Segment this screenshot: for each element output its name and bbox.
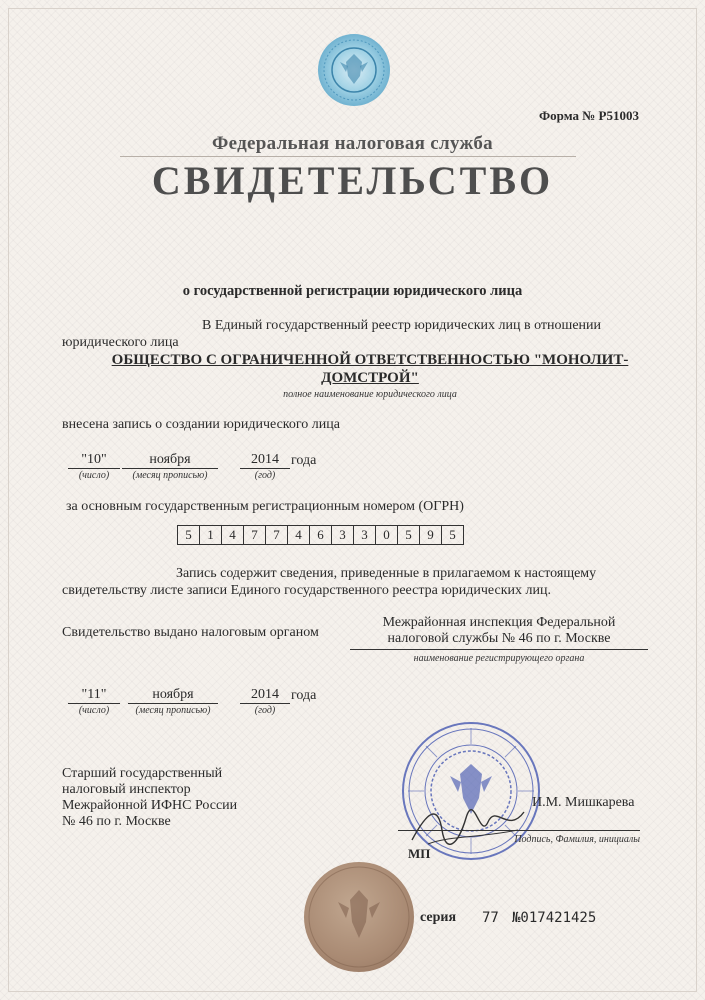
serial-series: 77 xyxy=(482,910,499,926)
ogrn-digit: 0 xyxy=(375,525,398,545)
issuer-name-line-2: налоговой службы № 46 по г. Москве xyxy=(387,631,611,646)
issuer-name xyxy=(350,615,648,650)
ogrn-label: за основным государственным регистрационным номером (ОГРН) xyxy=(66,499,464,514)
document-title: СВИДЕТЕЛЬСТВО xyxy=(151,158,554,203)
serial-label: серия xyxy=(420,910,457,925)
intro-line-2: юридического лица xyxy=(62,335,179,350)
company-name-line-2: ДОМСТРОЙ" xyxy=(321,370,419,386)
ogrn-digit: 6 xyxy=(309,525,332,545)
intro-line-1: В Единый государственный реестр юридических лиц в отношении xyxy=(202,318,602,333)
issue-year: 2014 xyxy=(240,687,290,704)
signatory-name: И.М. Мишкарева xyxy=(532,795,635,810)
entry-year: 2014 xyxy=(240,452,290,469)
entry-day: "10" xyxy=(68,452,120,469)
ogrn-digit: 9 xyxy=(419,525,442,545)
note-line-2: свидетельству листе записи Единого государственного реестра юридических лиц. xyxy=(62,583,551,598)
issuer-hint: наименование регистрирующего органа xyxy=(413,653,585,664)
issue-year-hint: (год) xyxy=(254,705,276,716)
agency-name: Федеральная налоговая служба xyxy=(212,133,493,154)
entry-text: внесена запись о создании юридического лица xyxy=(62,417,340,432)
signatory-title xyxy=(62,766,237,830)
ogrn-digit: 5 xyxy=(397,525,420,545)
note-line-1: Запись содержит сведения, приведенные в прилагаемом к настоящему xyxy=(176,566,597,581)
company-name-line-1: ОБЩЕСТВО С ОГРАНИЧЕННОЙ ОТВЕТСТВЕННОСТЬЮ "МОНОЛИТ- xyxy=(111,352,629,368)
ogrn-digit: 3 xyxy=(331,525,354,545)
entry-day-hint: (число) xyxy=(78,470,110,481)
signatory-line-2: налоговый инспектор xyxy=(62,782,191,797)
seal-mark: МП xyxy=(408,846,431,861)
entry-month: ноября xyxy=(122,452,218,469)
entry-month-hint: (месяц прописью) xyxy=(132,470,208,481)
issuer-name-line-1: Межрайонная инспекция Федеральной xyxy=(382,615,616,630)
entry-year-hint: (год) xyxy=(254,470,276,481)
issue-day-hint: (число) xyxy=(78,705,110,716)
signature-hint: Подпись, Фамилия, инициалы xyxy=(514,834,640,845)
company-name xyxy=(62,351,678,387)
ogrn-digit: 4 xyxy=(287,525,310,545)
form-number: Форма № Р51003 xyxy=(539,108,639,123)
serial-number: №017421425 xyxy=(512,910,597,926)
signature-line xyxy=(398,830,640,831)
ogrn-digit: 4 xyxy=(221,525,244,545)
issue-month-hint: (месяц прописью) xyxy=(135,705,211,716)
ogrn-digit: 3 xyxy=(353,525,376,545)
ogrn-number xyxy=(178,525,464,545)
entry-year-suffix: года xyxy=(291,453,317,468)
ogrn-digit: 1 xyxy=(199,525,222,545)
ogrn-digit: 7 xyxy=(265,525,288,545)
issue-year-suffix: года xyxy=(291,688,317,703)
ogrn-digit: 5 xyxy=(177,525,200,545)
signatory-line-1: Старший государственный xyxy=(62,766,223,781)
issuer-label: Свидетельство выдано налоговым органом xyxy=(62,625,319,640)
ogrn-digit: 5 xyxy=(441,525,464,545)
hologram-emblem-icon xyxy=(316,32,392,108)
signatory-line-4: № 46 по г. Москве xyxy=(62,814,171,829)
issue-day: "11" xyxy=(68,687,120,704)
signatory-line-3: Межрайонной ИФНС России xyxy=(62,798,238,813)
ogrn-digit: 7 xyxy=(243,525,266,545)
document-subtitle: о государственной регистрации юридического лица xyxy=(182,283,523,299)
issue-month: ноября xyxy=(128,687,218,704)
company-name-hint: полное наименование юридического лица xyxy=(283,389,457,400)
bronze-seal-icon xyxy=(304,862,414,972)
